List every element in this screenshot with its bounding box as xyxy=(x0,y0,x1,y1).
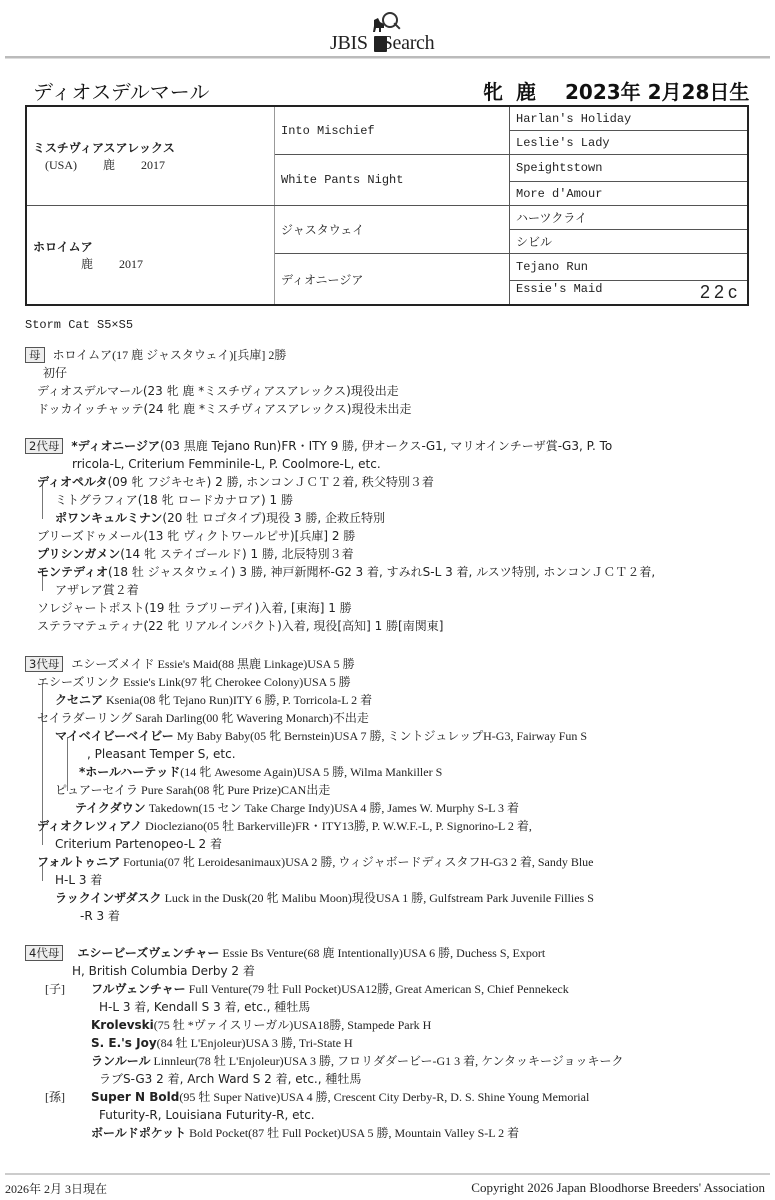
list-item xyxy=(25,545,655,563)
second-dam-name[interactable]: *ディオニージア xyxy=(71,439,160,453)
foal-name[interactable]: マイベイビーベイビー xyxy=(55,729,174,743)
list-item xyxy=(25,835,594,853)
foal-record: Full Venture(79 牡 Full Pocket)USA12勝, Great American S, Chief Pennekeck xyxy=(185,982,569,996)
foal-record: H-L 3 着, Kendall S 3 着, etc., 種牡馬 xyxy=(99,1000,311,1014)
gen3-cell-2[interactable]: Leslie's Lady xyxy=(510,131,749,155)
foal-record: (95 牡 Super Native)USA 4 勝, Crescent City Derby-R, D. S. Shine Young Memorial xyxy=(179,1090,590,1104)
second-dam-record-cont: rricola-L, Criterium Femminile-L, P. Coolmore-L, etc. xyxy=(72,457,381,471)
foal-record: (14 牝 ステイゴールド) 1 勝, 北辰特別３着 xyxy=(120,547,354,561)
horse-name: ディオスデルマール xyxy=(33,80,210,104)
foal-name[interactable]: プリシンガメン xyxy=(37,547,121,561)
foal-record: エシーズリンク Essie's Link(97 牝 Cherokee Colony)USA 5 勝 xyxy=(37,675,351,689)
child-label: [子] xyxy=(45,982,65,996)
gen3-cell-3[interactable]: Speightstown xyxy=(510,155,749,182)
foal-record: ピュアーセイラ Pure Sarah(08 牝 Pure Prize)CAN出走 xyxy=(55,783,331,797)
foal-name[interactable]: テイクダウン xyxy=(75,801,146,815)
foal-record: アザレア賞２着 xyxy=(55,583,139,597)
fourth-dam-record-cont: H, British Columbia Derby 2 着 xyxy=(72,964,255,978)
sire-cell xyxy=(26,106,275,206)
inbreeding-cross: Storm Cat S5×S5 xyxy=(25,318,134,332)
list-item xyxy=(25,1088,624,1106)
list-item xyxy=(25,781,594,799)
gen3-cell-1[interactable]: Harlan's Holiday xyxy=(510,106,749,131)
dam-line: ディオスデルマール(23 牝 鹿 *ミスチヴィアスアレックス)現役出走 xyxy=(37,384,399,398)
list-item xyxy=(25,1124,624,1142)
dam-year: 2017 xyxy=(119,257,144,271)
foal-record: Luck in the Dusk(20 牝 Malibu Moon)現役USA 1 勝, Gulfstream Park Juvenile Fillies S xyxy=(161,891,594,905)
family-number: 22c xyxy=(699,282,741,302)
list-item xyxy=(25,599,655,617)
list-item xyxy=(25,1016,624,1034)
pedigree-table xyxy=(25,105,749,306)
list-item xyxy=(25,617,655,635)
foal-record: Linnleur(78 牡 L'Enjoleur)USA 3 勝, フロリダダービー-G1 3 着, ケンタッキージョッキーク xyxy=(150,1054,624,1068)
foal-name[interactable]: Krolevski xyxy=(91,1018,154,1032)
gen3-cell-7[interactable]: Tejano Run xyxy=(510,254,749,281)
foal-record: ラブS-G3 2 着, Arch Ward S 2 着, etc., 種牡馬 xyxy=(99,1072,362,1086)
dam-dam-cell[interactable]: ディオニージア xyxy=(275,254,510,306)
foal-record: My Baby Baby(05 牝 Bernstein)USA 7 勝, ミントジュレップH-G3, Fairway Fun S xyxy=(173,729,588,743)
sire-origin: (USA) xyxy=(45,158,77,172)
list-item xyxy=(25,509,655,527)
foal-record: ミトグラフィア(18 牝 ロードカナロア) 1 勝 xyxy=(55,493,293,507)
dam-line: 初仔 xyxy=(43,366,68,380)
list-item xyxy=(25,691,594,709)
list-item xyxy=(25,727,594,745)
foal-record: セイラダーリング Sarah Darling(00 牝 Wavering Monarch)不出走 xyxy=(37,711,369,725)
foal-record: ブリーズドゥメール(13 牝 ヴィクトワールピサ)[兵庫] 2 勝 xyxy=(37,529,356,543)
as-of-date: 2026年 2月 3日現在 xyxy=(5,1182,108,1196)
foal-record: Fortunia(07 牝 Leroidesanimaux)USA 2 勝, ウィジャボードディスタフH-G3 2 着, Sandy Blue xyxy=(120,855,594,869)
dam-sire-cell[interactable]: ジャスタウェイ xyxy=(275,206,510,254)
second-dam-tag: 2代母 xyxy=(25,438,63,454)
list-item xyxy=(25,527,655,545)
foal-name[interactable]: フルヴェンチャー xyxy=(91,982,186,996)
list-item xyxy=(25,709,594,727)
dam-color: 鹿 xyxy=(81,257,94,271)
second-dam-section xyxy=(25,437,655,635)
horse-birthdate: 2023年 2月28日生 xyxy=(565,80,750,104)
foal-name[interactable]: ボールドポケット xyxy=(91,1126,187,1140)
foal-name[interactable]: モンテディオ xyxy=(37,565,109,579)
foal-name[interactable]: ポワンキュルミナン xyxy=(55,511,163,525)
fourth-dam-name[interactable]: エシービーズヴェンチャー xyxy=(77,946,220,960)
fourth-dam-tag: 4代母 xyxy=(25,945,63,961)
logo-search-text: Search xyxy=(381,32,435,54)
foal-name[interactable]: S. E.'s Joy xyxy=(91,1036,157,1050)
sire-dam-cell[interactable]: White Pants Night xyxy=(275,155,510,206)
fourth-dam-section xyxy=(25,944,624,1142)
dam-name[interactable]: ホロイムア xyxy=(33,240,93,254)
foal-name[interactable]: ランルール xyxy=(91,1054,151,1068)
foal-name[interactable]: ディオクレツィアノ xyxy=(37,819,143,833)
foal-name[interactable]: ディオペルタ xyxy=(37,475,108,489)
list-item xyxy=(25,563,655,581)
list-item xyxy=(25,745,594,763)
list-item xyxy=(25,1106,624,1124)
foal-name[interactable]: *ホールハーテッド xyxy=(79,765,181,779)
foal-record: (14 牝 Awesome Again)USA 5 勝, Wilma Mankiller S xyxy=(180,765,443,779)
foal-record: (84 牡 L'Enjoleur)USA 3 勝, Tri-State H xyxy=(156,1036,353,1050)
foal-record: Takedown(15 セン Take Charge Indy)USA 4 勝, James W. Murphy S-L 3 着 xyxy=(145,801,519,815)
horse-color: 鹿 xyxy=(515,80,536,104)
dam-tag: 母 xyxy=(25,347,45,363)
horse-sex: 牝 xyxy=(483,80,503,104)
list-item xyxy=(25,889,594,907)
third-dam-section xyxy=(25,655,594,925)
list-item xyxy=(25,799,594,817)
dam-section xyxy=(25,346,411,418)
list-item xyxy=(25,998,624,1016)
list-item xyxy=(25,907,594,925)
list-item xyxy=(25,980,624,998)
foal-record: (09 牝 フジキセキ) 2 勝, ホンコンＪＣＴ２着, 秩父特別３着 xyxy=(107,475,434,489)
dam-cell xyxy=(26,206,275,306)
gen3-cell-6[interactable]: シビル xyxy=(510,230,749,254)
foal-name[interactable]: クセニア xyxy=(55,693,104,707)
list-item xyxy=(25,817,594,835)
foal-record: ソレジャートポスト(19 牡 ラブリーデイ)入着, [東海] 1 勝 xyxy=(37,601,352,615)
footer-divider xyxy=(5,1173,770,1175)
second-dam-record: (03 黒鹿 Tejano Run)FR・ITY 9 勝, 伊オークス-G1, マリオインチーザ賞-G3, P. To xyxy=(159,439,613,453)
foal-record: H-L 3 着 xyxy=(55,873,103,887)
list-item xyxy=(25,673,594,691)
gen3-cell-5[interactable]: ハーツクライ xyxy=(510,206,749,230)
gen3-cell-8-name[interactable]: Essie's Maid xyxy=(516,282,603,296)
foal-record: -R 3 着 xyxy=(80,909,120,923)
foal-record: Criterium Partenopeo-L 2 着 xyxy=(55,837,222,851)
list-item xyxy=(25,581,655,599)
foal-record: (75 牡 *ヴァイスリーガル)USA18勝, Stampede Park H xyxy=(153,1018,432,1032)
logo-jbis-text: JBIS xyxy=(330,32,368,54)
fourth-dam-record: Essie Bs Venture(68 鹿 Intentionally)USA 6 勝, Duchess S, Export xyxy=(219,946,546,960)
list-item xyxy=(25,1034,624,1052)
foal-record: ステラマテュティナ(22 牝 リアルインパクト)入着, 現役[高知] 1 勝[南関東] xyxy=(37,619,444,633)
list-item xyxy=(25,1070,624,1088)
foal-name[interactable]: Super N Bold xyxy=(91,1090,180,1104)
list-item xyxy=(25,763,594,781)
gen3-cell-4[interactable]: More d'Amour xyxy=(510,182,749,206)
copyright: Copyright 2026 Japan Bloodhorse Breeders' Association xyxy=(471,1180,765,1195)
third-dam-tag: 3代母 xyxy=(25,656,63,672)
dam-head: ホロイムア(17 鹿 ジャスタウェイ)[兵庫] 2勝 xyxy=(52,348,287,362)
list-item xyxy=(25,853,594,871)
horse-sex-color xyxy=(483,76,542,105)
sire-color: 鹿 xyxy=(103,158,116,172)
foal-record: (20 牡 ロゴタイプ)現役 3 勝, 企救丘特別 xyxy=(162,511,385,525)
list-item xyxy=(25,1052,624,1070)
foal-record: Bold Pocket(87 牡 Full Pocket)USA 5 勝, Mountain Valley S-L 2 着 xyxy=(186,1126,520,1140)
foal-record: , Pleasant Temper S, etc. xyxy=(87,747,236,761)
gen3-cell-8[interactable] xyxy=(510,281,749,306)
foal-record: Ksenia(08 牝 Tejano Run)ITY 6 勝, P. Torricola-L 2 着 xyxy=(103,693,373,707)
jbis-search-logo[interactable] xyxy=(330,8,460,54)
dam-line: ドッカイッチャッテ(24 牝 鹿 *ミスチヴィアスアレックス)現役未出走 xyxy=(37,402,412,416)
sire-sire-cell[interactable]: Into Mischief xyxy=(275,106,510,155)
foal-record: Futurity-R, Louisiana Futurity-R, etc. xyxy=(99,1108,315,1122)
sire-name[interactable]: ミスチヴィアスアレックス xyxy=(33,141,175,155)
list-item xyxy=(25,491,655,509)
header-divider xyxy=(5,56,770,59)
list-item xyxy=(25,473,655,491)
sire-year: 2017 xyxy=(141,158,166,172)
grandchild-label: [孫] xyxy=(45,1090,65,1104)
foal-name[interactable]: フォルトゥニア xyxy=(37,855,121,869)
list-item xyxy=(25,871,594,889)
foal-record: Diocleziano(05 牡 Barkerville)FR・ITY13勝, P. W.W.F.-L, P. Signorino-L 2 着, xyxy=(142,819,532,833)
foal-name[interactable]: ラックインザダスク xyxy=(55,891,162,905)
third-dam-head: エシーズメイド Essie's Maid(88 黒鹿 Linkage)USA 5 勝 xyxy=(71,657,355,671)
foal-record: (18 牡 ジャスタウェイ) 3 勝, 神戸新聞杯-G2 3 着, すみれS-L 3 着, ルスツ特別, ホンコンＪＣＴ２着, xyxy=(108,565,656,579)
